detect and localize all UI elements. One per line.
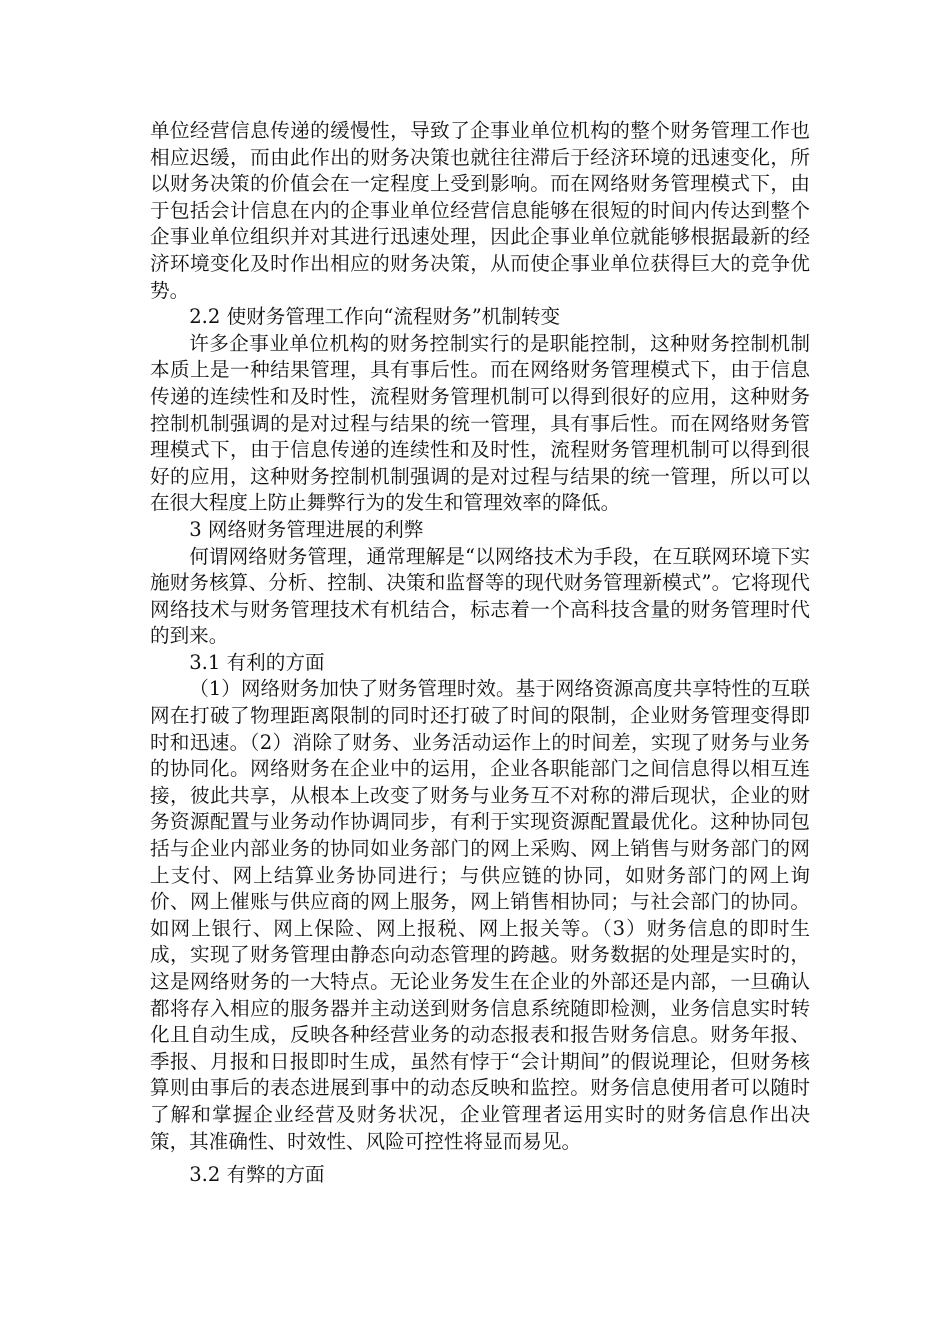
section-heading-3-1: 3.1 有利的方面 [189,650,325,674]
paragraph-process-finance: 许多企事业单位机构的财务控制实行的是职能控制，这种财务控制机制本质上是一种结果管理，具有事后性。而在网络财务管理模式下，由于信息传递的连续性和及时性，流程财务管理机制可以得到很好的应用，这种财务控制机制强调的是对过程与结果的统一管理，具有事后性。而在网络财务管理模式下，由于信息传递的连续性和及时性，流程财务管理机制可以得到很好的应用，这种财务控制机制强调的是对过程与结果的统一管理，所以可以在很大程度上防止舞弊行为的发生和管理效率的降低。 [150,331,810,515]
paragraph-advantages: （1）网络财务加快了财务管理时效。基于网络资源高度共享特性的互联网在打破了物理距离限制的同时还打破了时间的限制，企业财务管理变得即时和迅速。（2）消除了财务、业务活动运作上的时间差，实现了财务与业务的协同化。网络财务在企业中的运用，企业各职能部门之间信息得以相互连接，彼此共享，从根本上改变了财务与业务互不对称的滞后现状，企业的财务资源配置与业务动作协调同步，有利于实现资源配置最优化。这种协同包括与企业内部业务的协同如业务部门的网上采购、网上销售与财务部门的网上支付、网上结算业务协同进行；与供应链的协同，如财务部门的网上询价、网上催账与供应商的网上服务，网上销售相协同；与社会部门的协同。如网上银行、网上保险、网上报税、网上报关等。（3）财务信息的即时生成，实现了财务管理由静态向动态管理的跨越。财务数据的处理是实时的，这是网络财务的一大特点。无论业务发生在企业的外部还是内部，一旦确认都将存入相应的服务器并主动送到财务信息系统随即检测，业务信息实时转化且自动生成，反映各种经营业务的动态报表和报告财务信息。财务年报、季报、月报和日报即时生成，虽然有悖于“会计期间”的假说理论，但财务核算则由事后的表态进展到事中的动态反映和监控。财务信息使用者可以随时了解和掌握企业经营及财务状况，企业管理者运用实时的财务信息作出决策，其准确性、时效性、风险可控性将显而易见。 [150,677,810,1153]
section-heading-3: 3 网络财务管理进展的利弊 [189,517,424,541]
paragraph-network-finance-definition: 何谓网络财务管理，通常理解是“以网络技术为手段，在互联网环境下实施财务核算、分析、控制、决策和监督等的现代财务管理新模式”。它将现代网络技术与财务管理技术有机结合，标志着一个高科技含量的财务管理时代的到来。 [150,544,810,648]
continued-paragraph: 单位经营信息传递的缓慢性，导致了企事业单位机构的整个财务管理工作也相应迟缓，而由此作出的财务决策也就往往滞后于经济环境的迅速变化，所以财务决策的价值会在一定程度上受到影响。而在网络财务管理模式下，由于包括会计信息在内的企事业单位经营信息能够在很短的时间内传达到整个企事业单位组织并对其进行迅速处理，因此企事业单位就能够根据最新的经济环境变化及时作出相应的财务决策，从而使企事业单位获得巨大的竞争优势。 [150,119,810,302]
section-heading-2-2: 2.2 使财务管理工作向“流程财务”机制转变 [189,305,561,329]
document-body [150,118,810,1189]
section-heading-3-2: 3.2 有弊的方面 [189,1163,325,1187]
